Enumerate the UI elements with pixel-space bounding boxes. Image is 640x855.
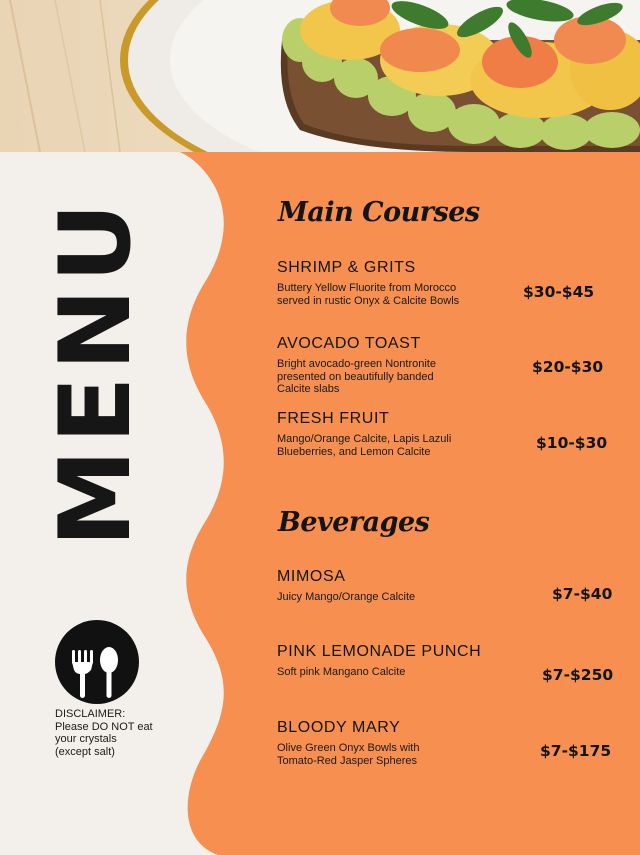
menu-title: MENU (39, 196, 153, 548)
item-name: MIMOSA (277, 568, 346, 585)
item-description: Buttery Yellow Fluorite from Morocco served in rustic Onyx & Calcite Bowls (277, 282, 460, 307)
item-price: $7-$40 (552, 585, 613, 603)
disclaimer-line: your crystals (55, 733, 117, 745)
section-title-beverages: Beverages (278, 507, 430, 538)
item-name: PINK LEMONADE PUNCH (277, 643, 482, 660)
item-price: $30-$45 (523, 283, 595, 301)
item-description: Soft pink Mangano Calcite (277, 666, 406, 678)
item-name: BLOODY MARY (277, 719, 401, 736)
disclaimer-line: (except salt) (55, 745, 115, 758)
item-description: Juicy Mango/Orange Calcite (277, 591, 416, 603)
item-price: $10-$30 (536, 434, 608, 452)
item-name: FRESH FRUIT (277, 410, 390, 427)
disclaimer-line: Please DO NOT eat (55, 720, 153, 733)
item-price: $20-$30 (532, 358, 604, 376)
item-price: $7-$250 (542, 666, 614, 684)
item-name: AVOCADO TOAST (277, 335, 421, 352)
item-price: $7-$175 (540, 742, 612, 760)
fork-spoon-icon (55, 620, 139, 704)
item-description: Mango/Orange Calcite, Lapis Lazuli Blueberries, and Lemon Calcite (277, 433, 452, 458)
disclaimer-text (55, 708, 185, 758)
item-description: Bright avocado-green Nontronite presented on beautifully banded Calcite slabs (277, 358, 436, 395)
disclaimer-line: DISCLAIMER: (55, 708, 126, 720)
section-title-main-courses: Main Courses (278, 197, 480, 228)
item-name: SHRIMP & GRITS (277, 259, 416, 276)
header-food-photo (0, 0, 640, 152)
item-description: Olive Green Onyx Bowls with Tomato-Red Jasper Spheres (277, 742, 420, 767)
